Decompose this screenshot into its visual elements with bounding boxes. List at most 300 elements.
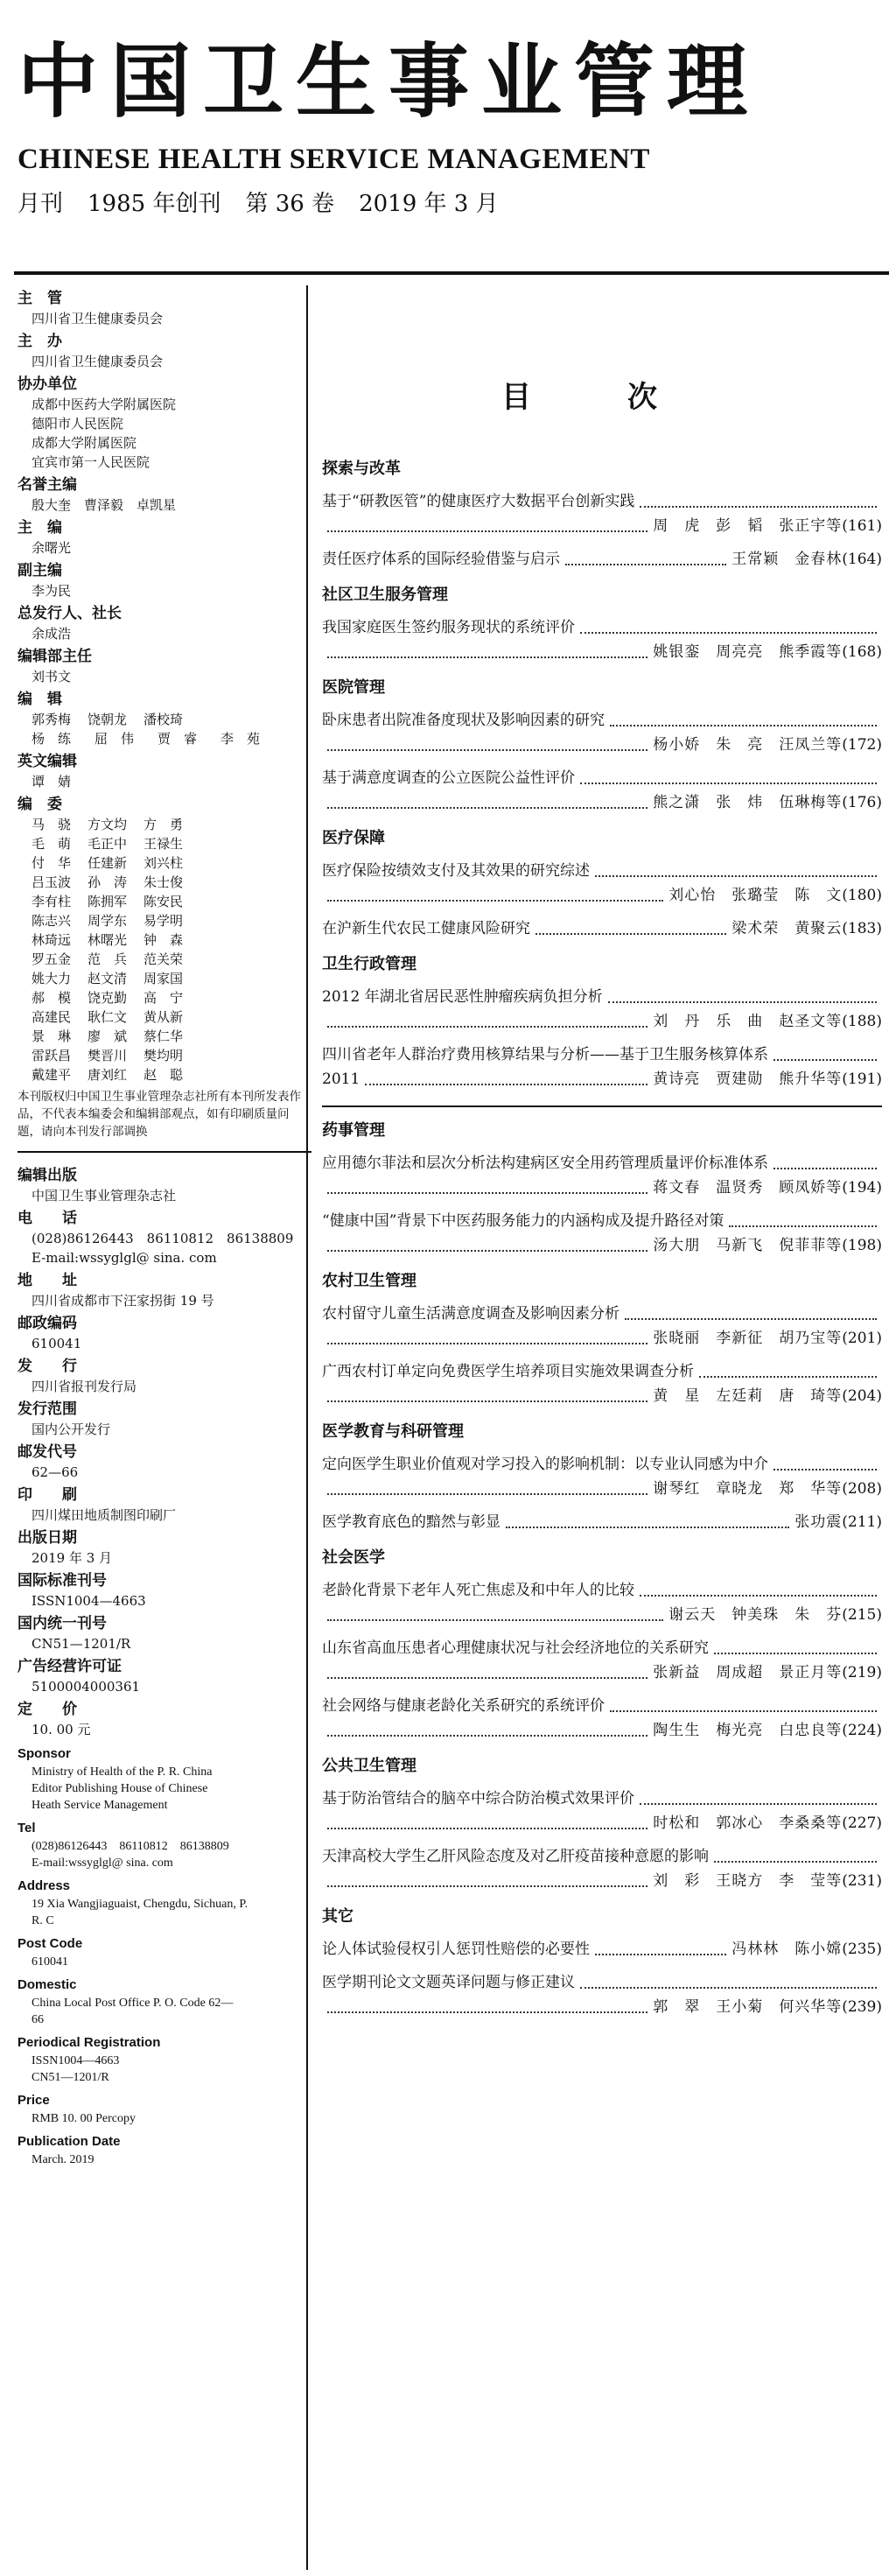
toc-section-title: 医学教育与科研管理 <box>322 1422 464 1441</box>
toc-entry[interactable] <box>322 1359 882 1408</box>
toc-entry-title-line <box>322 1786 882 1811</box>
board-member-name: 赵文清 <box>88 971 128 986</box>
board-member-name: 方文均 <box>88 817 128 832</box>
pub-en-value: March. 2019 <box>32 2153 94 2166</box>
board-member-name: 范 兵 <box>88 951 128 967</box>
pub-label: 电 话 <box>18 1210 77 1227</box>
label-xieban: 协办单位 <box>18 376 77 393</box>
dot-leader <box>327 1828 648 1829</box>
toc-entry-page: (183) <box>842 920 882 937</box>
toc-entry[interactable] <box>322 1694 882 1743</box>
dot-leader <box>327 1619 663 1621</box>
toc-entry-title: 定向医学生职业价值观对学习投入的影响机制：以专业认同感为中介 <box>322 1456 768 1473</box>
pub-en-value: Editor Publishing House of Chinese <box>32 1782 208 1795</box>
pub-value: 四川省报刊发行局 <box>32 1379 137 1394</box>
board-row <box>18 969 312 988</box>
pub-value: 国内公开发行 <box>32 1421 111 1437</box>
toc-entry-title-line <box>322 859 882 883</box>
value-xieban-4: 宜宾市第一人民医院 <box>32 454 150 470</box>
dot-leader <box>608 1001 877 1003</box>
toc-entry-authors: 刘 丹 乐 曲 赵圣文等 <box>653 1013 843 1030</box>
toc-entry[interactable] <box>322 766 882 815</box>
toc-entry-authors: 蒋文春 温贤秀 顾凤娇等 <box>653 1179 843 1197</box>
board-member-name: 姚大力 <box>32 971 72 986</box>
issue-date: 2019 年 3 月 <box>359 191 499 217</box>
toc-entry-line <box>322 1233 882 1258</box>
toc-entry-title-line <box>322 708 882 733</box>
dot-leader <box>610 725 877 726</box>
pub-en-value: China Local Post Office P. O. Code 62— <box>32 1997 234 2010</box>
toc-entry[interactable] <box>322 1510 882 1534</box>
board-row <box>18 892 312 911</box>
pub-en-label: Post Code <box>18 1936 83 1951</box>
editor-name: 屈 伟 <box>94 731 135 747</box>
toc-entry-page: (211) <box>842 1513 882 1531</box>
toc-section-title: 探索与改革 <box>322 460 401 478</box>
pub-label: 定 价 <box>18 1701 77 1718</box>
toc-entry-line <box>322 916 882 941</box>
value-yingwen: 谭 婧 <box>32 774 72 790</box>
toc-entry-title-line <box>322 1302 882 1326</box>
toc-entry-line <box>322 1718 882 1743</box>
value-faxing: 余成浩 <box>32 626 72 642</box>
toc-entry-title-line <box>322 615 882 640</box>
toc-entry-title-line <box>322 489 882 514</box>
board-member-name: 朱士俊 <box>144 874 184 890</box>
journal-title-cn: 中国卫生事业管理 <box>18 35 760 129</box>
pub-label: 国际标准刊号 <box>18 1572 107 1590</box>
dot-leader <box>729 1225 877 1227</box>
toc-entry-page: (168) <box>842 643 882 661</box>
editor-name: 李 苑 <box>220 731 261 747</box>
pub-label: 出版日期 <box>18 1529 77 1547</box>
dot-leader <box>595 875 877 877</box>
toc-entry-title: 广西农村订单定向免费医学生培养项目实施效果调查分析 <box>322 1363 694 1380</box>
dot-leader <box>580 632 877 634</box>
toc-entry[interactable] <box>322 1786 882 1835</box>
label-fuzhubian: 副主编 <box>18 562 62 579</box>
board-member-name: 唐刘红 <box>88 1067 128 1083</box>
label-zhuban: 主 办 <box>18 333 62 350</box>
toc-heading: 目次 <box>501 380 753 415</box>
toc-entry-line <box>322 1384 882 1408</box>
board-member-name: 郝 模 <box>32 990 72 1006</box>
board-member-name: 樊晋川 <box>88 1048 128 1063</box>
toc-entry-page: (235) <box>842 1941 882 1958</box>
board-member-name: 毛 萌 <box>32 836 72 852</box>
toc-entry[interactable] <box>322 1636 882 1685</box>
toc-entry[interactable] <box>322 1452 882 1501</box>
dot-leader <box>699 1376 877 1378</box>
toc-entry[interactable] <box>322 1042 882 1091</box>
pub-value: E-mail:wssyglgl@ sina. com <box>32 1250 217 1266</box>
board-member-name: 方 勇 <box>144 817 184 832</box>
dot-leader <box>327 1026 648 1028</box>
toc-entry-title: 基于满意度调查的公立医院公益性评价 <box>322 769 575 787</box>
masthead <box>18 35 884 219</box>
board-member-name: 罗五金 <box>32 951 72 967</box>
value-xieban-1: 成都中医药大学附属医院 <box>32 397 177 412</box>
dot-leader <box>506 1527 789 1528</box>
toc-sections <box>322 458 882 2019</box>
issue-founded: 1985 年创刊 <box>88 191 221 217</box>
label-faxing: 总发行人、社长 <box>18 605 122 622</box>
toc-entry-title: 山东省高血压患者心理健康状况与社会经济地位的关系研究 <box>322 1639 709 1657</box>
toc-entry-authors: 郭 翠 王小菊 何兴华等 <box>653 1998 843 2016</box>
toc-entry-title: 四川省老年人群治疗费用核算结果与分析——基于卫生服务核算体系 <box>322 1046 768 1063</box>
label-bianwei: 编 委 <box>18 796 62 813</box>
toc-section-title: 社区卫生服务管理 <box>322 586 448 604</box>
pub-en-value: 610041 <box>32 1955 68 1969</box>
toc-entry[interactable] <box>322 1844 882 1893</box>
toc-entry-title: 社会网络与健康老龄化关系研究的系统评价 <box>322 1697 605 1715</box>
toc-entry-authors: 时松和 郭冰心 李桑桑等 <box>653 1814 843 1832</box>
toc-entry-authors: 刘心怡 张璐莹 陈 文 <box>668 887 843 904</box>
board-row <box>18 834 312 853</box>
toc-entry-title-line <box>322 1844 882 1869</box>
table-of-contents <box>322 285 882 2019</box>
toc-entry-page: (191) <box>842 1070 882 1088</box>
toc-entry-page: (219) <box>842 1664 882 1681</box>
pub-label: 邮发代号 <box>18 1443 77 1461</box>
pub-value: 62—66 <box>32 1464 79 1480</box>
label-bianjibu: 编辑部主任 <box>18 648 92 665</box>
toc-entry-page: (239) <box>842 1998 882 2016</box>
dot-leader <box>640 506 877 508</box>
toc-entry-title: 在沪新生代农民工健康风险研究 <box>322 920 530 937</box>
label-yingwen: 英文编辑 <box>18 753 77 770</box>
pub-label: 广告经营许可证 <box>18 1658 122 1675</box>
toc-entry-authors: 谢云天 钟美珠 朱 芬 <box>668 1606 843 1624</box>
toc-entry[interactable] <box>322 1970 882 2019</box>
board-row <box>18 988 312 1007</box>
dot-leader <box>327 1400 648 1402</box>
dot-leader <box>327 656 648 658</box>
dot-leader <box>774 1168 877 1169</box>
toc-section-title: 医院管理 <box>322 678 385 697</box>
board-member-name: 饶克勤 <box>88 990 128 1006</box>
pub-value: ISSN1004—4663 <box>32 1593 146 1609</box>
toc-entry-page: (204) <box>842 1387 882 1405</box>
toc-entry[interactable] <box>322 985 882 1034</box>
toc-entry-title: 我国家庭医生签约服务现状的系统评价 <box>322 619 575 636</box>
pub-en-label: Periodical Registration <box>18 2035 161 2050</box>
board-member-name: 景 琳 <box>32 1028 72 1044</box>
value-xieban-2: 德阳市人民医院 <box>32 416 124 432</box>
pub-en-value: CN51—1201/R <box>32 2071 109 2084</box>
toc-entry-authors: 周 虎 彭 韬 张正宇等 <box>653 517 843 535</box>
board-member-name: 王禄生 <box>144 836 184 852</box>
toc-entry-line <box>322 1326 882 1351</box>
toc-entry[interactable] <box>322 916 882 941</box>
toc-entry-line <box>322 514 882 538</box>
pub-en-value: (028)86126443 86110812 86138809 <box>32 1840 229 1853</box>
pub-label: 编辑出版 <box>18 1167 77 1184</box>
toc-entry-line <box>322 1067 882 1091</box>
toc-entry-authors: 刘 彩 王晓方 李 莹等 <box>653 1872 843 1890</box>
column-divider <box>306 285 308 2570</box>
toc-entry-title: 基于防治管结合的脑卒中综合防治模式效果评价 <box>322 1790 634 1807</box>
toc-entry-line <box>322 1603 882 1627</box>
toc-entry-line <box>322 1176 882 1200</box>
board-member-name: 耿仁文 <box>88 1009 128 1025</box>
dot-leader <box>774 1059 877 1061</box>
toc-section-title: 药事管理 <box>322 1106 882 1142</box>
toc-entry-title: “健康中国”背景下中医药服务能力的内涵构成及提升路径对策 <box>322 1212 724 1230</box>
pub-en-value: R. C <box>32 1914 54 1927</box>
toc-section-title: 医疗保障 <box>322 829 385 847</box>
board-row <box>18 873 312 892</box>
pub-en-label: Publication Date <box>18 2134 121 2149</box>
board-member-name: 黄从新 <box>144 1009 184 1025</box>
board-member-name: 钟 森 <box>144 932 184 948</box>
toc-entry-title-line <box>322 1209 882 1233</box>
board-member-name: 周学东 <box>88 913 128 929</box>
pub-value: 四川煤田地质制图印刷厂 <box>32 1507 177 1523</box>
toc-entry-authors: 黄 星 左廷莉 唐 琦等 <box>653 1387 843 1405</box>
toc-entry-authors: 陶生生 梅光亮 白忠良等 <box>653 1722 843 1739</box>
toc-section-title: 农村卫生管理 <box>322 1272 416 1290</box>
toc-entry-title-line <box>322 1359 882 1384</box>
pub-en-label: Sponsor <box>18 1746 71 1761</box>
board-member-name: 高建民 <box>32 1009 72 1025</box>
board-member-name: 付 华 <box>32 855 72 871</box>
board-member-name: 刘兴柱 <box>144 855 184 871</box>
pub-en-value: Heath Service Management <box>32 1799 168 1812</box>
toc-entry-title-line <box>322 1970 882 1995</box>
toc-entry[interactable] <box>322 1209 882 1258</box>
toc-entry-line <box>322 1869 882 1893</box>
toc-entry[interactable] <box>322 859 882 908</box>
toc-entry-title: 天津高校大学生乙肝风险态度及对乙肝疫苗接种意愿的影响 <box>322 1848 709 1865</box>
board-member-name: 吕玉波 <box>32 874 72 890</box>
board-row <box>18 930 312 950</box>
toc-entry[interactable] <box>322 1302 882 1351</box>
label-zhubian: 主 编 <box>18 519 62 537</box>
dot-leader <box>327 1885 648 1887</box>
pub-value: 5100004000361 <box>32 1679 141 1695</box>
toc-entry-title: 医学教育底色的黯然与彰显 <box>322 1513 500 1531</box>
toc-entry-title: 农村留守儿童生活满意度调查及影响因素分析 <box>322 1305 620 1323</box>
pub-en-value: 19 Xia Wangjiaguaist, Chengdu, Sichuan, P. <box>32 1898 248 1911</box>
toc-entry-title-cont: 2011 <box>322 1070 360 1088</box>
board-member-name: 周家国 <box>144 971 184 986</box>
dot-leader <box>327 1250 648 1252</box>
editor-name: 饶朝龙 <box>88 712 128 727</box>
masthead-rule <box>14 271 889 275</box>
toc-entry-line <box>322 1995 882 2019</box>
toc-entry-page: (180) <box>842 887 882 904</box>
board-member-name: 孙 涛 <box>88 874 128 890</box>
board-member-name: 高 宁 <box>144 990 184 1006</box>
toc-entry[interactable] <box>322 547 882 572</box>
toc-entry-authors: 汤大朋 马新飞 倪菲菲等 <box>653 1237 843 1254</box>
toc-entry-line <box>322 1477 882 1501</box>
editors-row <box>18 710 312 729</box>
issue-info <box>18 189 884 219</box>
dot-leader <box>327 1677 648 1679</box>
toc-entry[interactable] <box>322 1578 882 1627</box>
board-row <box>18 1065 312 1084</box>
toc-entry-authors: 梁术荣 黄聚云 <box>732 920 843 937</box>
left-separator <box>18 1151 312 1153</box>
value-zhuban: 四川省卫生健康委员会 <box>32 354 164 369</box>
toc-entry-title: 论人体试验侵权引人惩罚性赔偿的必要性 <box>322 1941 590 1958</box>
board-row <box>18 950 312 969</box>
pub-value: 2019 年 3 月 <box>32 1550 113 1566</box>
issue-volume: 第 36 卷 <box>245 191 335 217</box>
toc-entry-authors: 冯林林 陈小嫦 <box>732 1941 843 1958</box>
pub-en-label: Price <box>18 2093 50 2108</box>
toc-entry-title-line <box>322 1452 882 1477</box>
toc-entry-title: 卧床患者出院准备度现状及影响因素的研究 <box>322 712 605 729</box>
toc-entry-authors: 熊之潇 张 炜 伍琳梅等 <box>653 794 843 811</box>
value-bianjibu: 刘书文 <box>32 669 72 684</box>
toc-entry-title-line <box>322 1578 882 1603</box>
toc-entry-title: 医学期刊论文文题英译问题与修正建议 <box>322 1974 575 1991</box>
toc-entry[interactable] <box>322 1151 882 1200</box>
board-member-name: 易学明 <box>144 913 184 929</box>
toc-entry-line <box>322 733 882 757</box>
editor-name: 潘校琦 <box>144 712 184 727</box>
board-member-name: 李有柱 <box>32 894 72 909</box>
editors-row <box>18 729 312 748</box>
toc-entry-authors: 杨小娇 朱 亮 汪凤兰等 <box>653 736 843 754</box>
toc-entry-title-line <box>322 985 882 1009</box>
dot-leader <box>327 1493 648 1495</box>
dot-leader <box>640 1803 877 1805</box>
toc-entry-page: (172) <box>842 736 882 754</box>
dot-leader <box>327 1343 648 1344</box>
editorial-board-list <box>18 815 312 1084</box>
toc-entry-title: 应用德尔菲法和层次分析法构建病区安全用药管理质量评价标准体系 <box>322 1155 768 1172</box>
toc-entry-title: 老龄化背景下老年人死亡焦虑及和中年人的比较 <box>322 1582 634 1599</box>
board-row <box>18 815 312 834</box>
toc-entry[interactable] <box>322 1937 882 1962</box>
board-row <box>18 853 312 873</box>
label-bianji: 编 辑 <box>18 691 62 708</box>
toc-entry-page: (231) <box>842 1872 882 1890</box>
pub-label: 印 刷 <box>18 1486 77 1504</box>
board-member-name: 陈拥军 <box>88 894 128 909</box>
toc-entry-page: (198) <box>842 1237 882 1254</box>
toc-entry[interactable] <box>322 708 882 757</box>
toc-entry-title: 责任医疗体系的国际经验借鉴与启示 <box>322 551 560 568</box>
board-member-name: 廖 斌 <box>88 1028 128 1044</box>
toc-entry-page: (215) <box>842 1606 882 1624</box>
value-zhuguan: 四川省卫生健康委员会 <box>32 311 164 326</box>
toc-entry-authors: 王常颖 金春林 <box>732 551 843 568</box>
pub-value: CN51—1201/R <box>32 1636 131 1652</box>
board-member-name: 戴建平 <box>32 1067 72 1083</box>
value-fuzhubian: 李为民 <box>32 583 72 599</box>
copyright-notice: 本刊版权归中国卫生事业管理杂志社所有本刊所发表作品，不代表本编委会和编辑部观点，如有印刷质量问题，请向本刊发行部调换 <box>18 1090 301 1139</box>
board-member-name: 马 骁 <box>32 817 72 832</box>
pub-en-value: 66 <box>32 2013 44 2026</box>
board-row <box>18 911 312 930</box>
label-mingyu: 名誉主编 <box>18 476 77 494</box>
toc-entry-page: (208) <box>842 1480 882 1498</box>
dot-leader <box>610 1710 877 1712</box>
board-member-name: 毛正中 <box>88 836 128 852</box>
dot-leader <box>714 1653 877 1654</box>
toc-section-title: 其它 <box>322 1907 354 1926</box>
publication-info-en <box>18 1744 312 2168</box>
dot-leader <box>327 2011 648 2013</box>
issue-frequency: 月刊 <box>18 191 64 217</box>
toc-section-title: 卫生行政管理 <box>322 955 416 973</box>
journal-title-en: CHINESE HEALTH SERVICE MANAGEMENT <box>18 144 650 175</box>
dot-leader <box>580 1987 877 1989</box>
toc-entry-title: 基于“研教医管”的健康医疗大数据平台创新实践 <box>322 493 635 510</box>
toc-entry-title-line <box>322 1636 882 1660</box>
toc-entry-page: (194) <box>842 1179 882 1197</box>
toc-entry-line <box>322 1510 882 1534</box>
toc-section-title: 公共卫生管理 <box>322 1757 416 1775</box>
pub-value: 中国卫生事业管理杂志社 <box>32 1188 177 1204</box>
dot-leader <box>595 1954 726 1955</box>
board-row <box>18 1046 312 1065</box>
toc-entry-title-line <box>322 1151 882 1176</box>
board-member-name: 赵 聪 <box>144 1067 184 1083</box>
toc-entry[interactable] <box>322 489 882 538</box>
toc-entry-title-line <box>322 766 882 790</box>
toc-entry-title: 医疗保险按绩效支付及其效果的研究综述 <box>322 862 590 880</box>
dot-leader <box>536 933 726 935</box>
board-member-name: 陈安民 <box>144 894 184 909</box>
value-zhubian: 余曙光 <box>32 540 72 556</box>
toc-entry[interactable] <box>322 615 882 664</box>
board-member-name: 任建新 <box>88 855 128 871</box>
board-row <box>18 1007 312 1027</box>
editors-list <box>18 710 312 748</box>
dot-leader <box>774 1469 877 1470</box>
pub-value: 四川省成都市下汪家拐街 19 号 <box>32 1293 214 1309</box>
dot-leader <box>327 1735 648 1737</box>
pub-en-label: Tel <box>18 1821 36 1835</box>
board-member-name: 雷跃昌 <box>32 1048 72 1063</box>
toc-entry-title-line <box>322 1042 882 1067</box>
dot-leader <box>327 1192 648 1194</box>
pub-en-value: ISSN1004—4663 <box>32 2054 120 2067</box>
toc-entry-page: (161) <box>842 517 882 535</box>
toc-entry-authors: 张新益 周成超 景正月等 <box>653 1664 843 1681</box>
toc-entry-page: (201) <box>842 1330 882 1347</box>
toc-entry-line <box>322 883 882 908</box>
label-zhuguan: 主 管 <box>18 290 62 307</box>
board-member-name: 樊均明 <box>144 1048 184 1063</box>
pub-value: (028)86126443 86110812 86138809 <box>32 1231 294 1246</box>
pub-label: 国内统一刊号 <box>18 1615 107 1632</box>
value-xieban-3: 成都大学附属医院 <box>32 435 137 451</box>
value-mingyu: 殷大奎 曹泽毅 卓凯星 <box>32 497 177 513</box>
publication-info <box>18 1165 312 1739</box>
pub-value: 610041 <box>32 1336 82 1351</box>
board-member-name: 林曙光 <box>88 932 128 948</box>
toc-entry-title-line <box>322 1694 882 1718</box>
toc-entry-authors: 姚银銮 周亮亮 熊季霞等 <box>653 643 843 661</box>
board-member-name: 林琦远 <box>32 932 72 948</box>
editor-name: 贾 睿 <box>158 731 198 747</box>
dot-leader <box>327 749 648 751</box>
toc-entry-authors: 黄诗亮 贾建勋 熊升华等 <box>653 1070 843 1088</box>
toc-entry-line <box>322 1660 882 1685</box>
masthead-info-column <box>18 285 312 2570</box>
toc-entry-title: 2012 年湖北省居民恶性肿瘤疾病负担分析 <box>322 988 603 1006</box>
board-member-name: 范关荣 <box>144 951 184 967</box>
editor-name: 杨 练 <box>32 731 72 747</box>
toc-entry-page: (188) <box>842 1013 882 1030</box>
